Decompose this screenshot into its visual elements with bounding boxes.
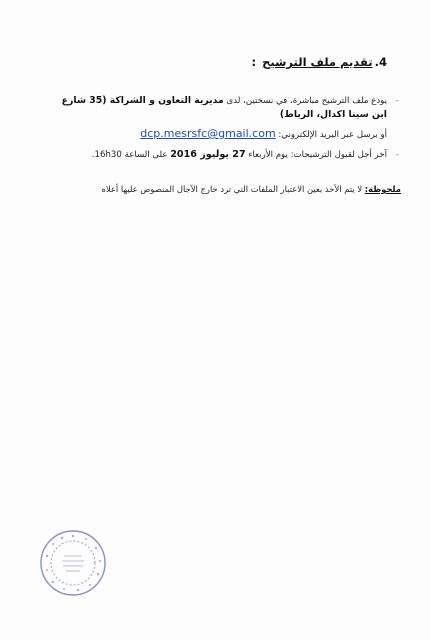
deadline-text: آخر أجل لقبول الترشيحات: يوم الأربعاء [245, 150, 387, 160]
bullet-address: مديرية التعاون و الشراكة (35 شارع [61, 95, 224, 106]
deadline-time: 16h30 [94, 150, 122, 160]
deadline-date: 27 يوليوز 2016 [170, 149, 246, 160]
email-link[interactable]: dcp.mesrsfc@gmail.com [140, 127, 276, 140]
bullet-dash: - [395, 150, 399, 160]
section-colon: : [251, 55, 257, 69]
section-title: تقديم ملف الترشيح [262, 55, 373, 69]
bullet-text: يودع ملف الترشيح مباشرة، في نسختين، لدى [223, 96, 387, 106]
bullet-address-line2: ابن سينا اكدال، الرباط) [279, 109, 387, 120]
note-text: لا يتم الأخذ بعين الاعتبار الملفات التي ترد خارج الآجال المنصوص عليها أعلاه [101, 184, 365, 194]
email-intro: أو يرسل عبر البريد الإلكتروني: [278, 130, 387, 140]
note-label: ملحوظة: [364, 184, 401, 194]
section-heading [252, 55, 388, 69]
email-line [55, 127, 387, 140]
bullet-dash: - [395, 96, 399, 106]
stamp-graphic [38, 528, 108, 598]
note [31, 184, 401, 194]
official-stamp-icon [38, 528, 108, 598]
bullet-deadline [55, 148, 399, 162]
deadline-text-time: على الساعة [121, 150, 171, 160]
bullet-submission [55, 94, 399, 122]
deadline-end: . [91, 150, 95, 160]
section-number: 4. [374, 55, 387, 69]
